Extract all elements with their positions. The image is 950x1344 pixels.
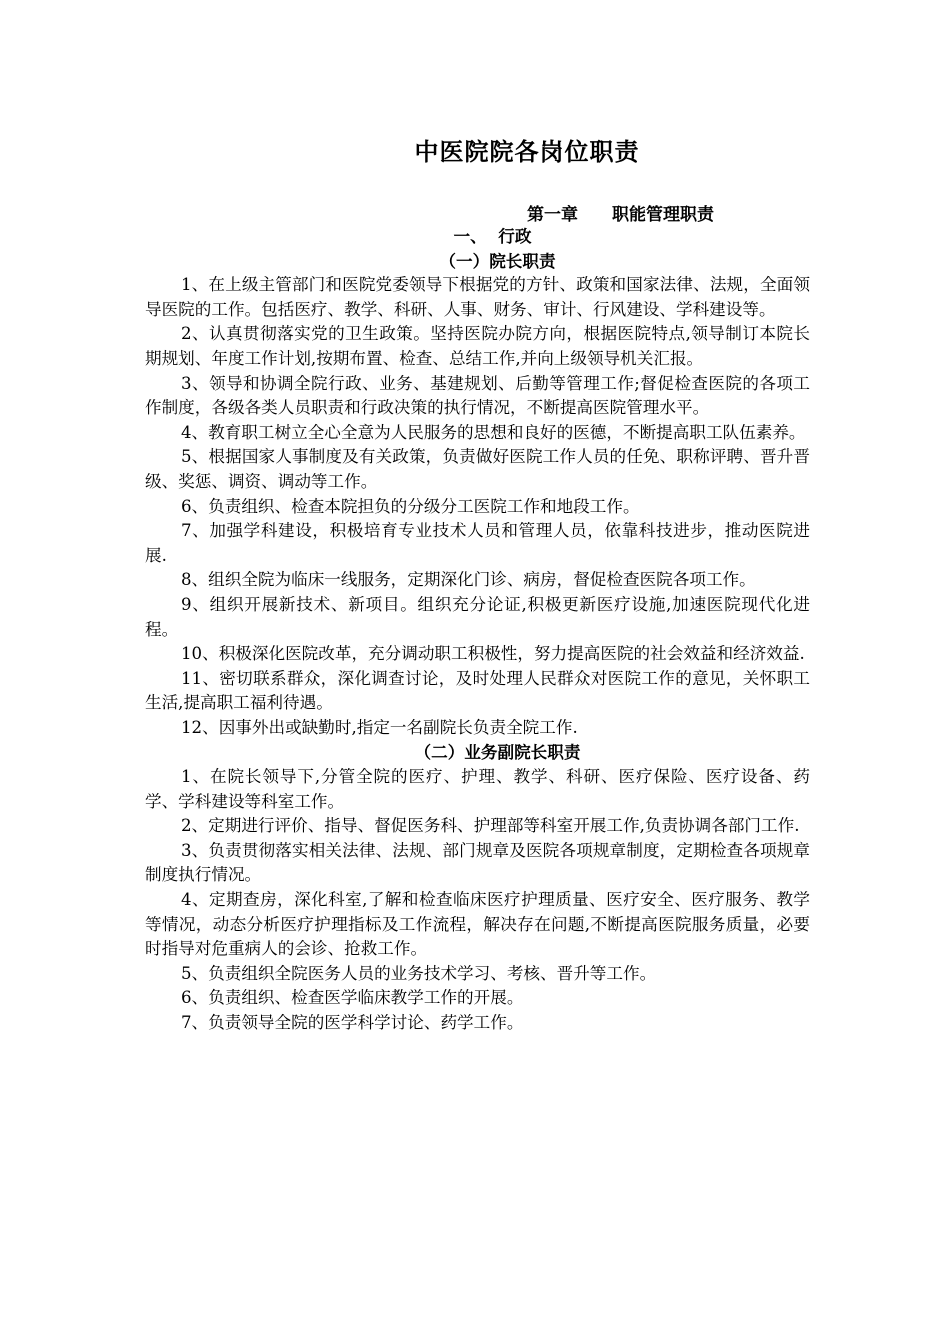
- duty-item: 1、在上级主管部门和医院党委领导下根据党的方针、政策和国家法律、法规，全面领导医院的工作。包括医疗、教学、科研、人事、财务、审计、行风建设、学科建设等。: [145, 275, 810, 319]
- duty-item: 9、组织开展新技术、新项目。组织充分论证,积极更新医疗设施,加速医院现代化进程。: [145, 594, 810, 639]
- document-body: [145, 224, 810, 1036]
- duty-item: 5、根据国家人事制度及有关政策，负责做好医院工作人员的任免、职称评聘、晋升晋级、奖惩、调资、调动等工作。: [145, 447, 810, 491]
- duty-item: 10、积极深化医院改革，充分调动职工积极性，努力提高医院的社会效益和经济效益.: [181, 644, 805, 664]
- duty-item: 2、认真贯彻落实党的卫生政策。坚持医院办院方向，根据医院特点,领导制订本院长期规划、年度工作计划,按期布置、检查、总结工作,并向上级领导机关汇报。: [145, 324, 810, 368]
- duty-item: 5、负责组织全院医务人员的业务技术学习、考核、晋升等工作。: [181, 963, 657, 983]
- subsection-heading-president: （一）院长职责: [439, 250, 556, 271]
- chapter-heading: [527, 200, 714, 225]
- chapter-title: 职能管理职责: [612, 205, 714, 225]
- duty-item: 11、密切联系群众，深化调查讨论，及时处理人民群众对医院工作的意见，关怀职工生活,提高职工福利待遇。: [145, 668, 810, 713]
- section-heading: 一、 行政: [453, 226, 532, 246]
- duty-item: 7、负责领导全院的医学科学讨论、药学工作。: [181, 1013, 524, 1032]
- duty-item: 1、在院长领导下,分管全院的医疗、护理、教学、科研、医疗保险、医疗设备、药学、学科建设等科室工作。: [145, 767, 810, 811]
- duty-item: 12、因事外出或缺勤时,指定一名副院长负责全院工作.: [181, 717, 578, 737]
- duty-item: 3、领导和协调全院行政、业务、基建规划、后勤等管理工作;督促检查医院的各项工作制度，各级各类人员职责和行政决策的执行情况，不断提高医院管理水平。: [145, 373, 810, 418]
- duty-item: 3、负责贯彻落实相关法律、法规、部门规章及医院各项规章制度，定期检查各项规章制度执行情况。: [145, 840, 810, 885]
- duty-item: 6、负责组织、检查本院担负的分级分工医院工作和地段工作。: [181, 496, 640, 516]
- duty-item: 6、负责组织、检查医学临床教学工作的开展。: [181, 988, 524, 1008]
- document-title: 中医院院各岗位职责: [414, 137, 640, 166]
- duty-item: 4、定期查房，深化科室,了解和检查临床医疗护理质量、医疗安全、医疗服务、教学等情况，动态分析医疗护理指标及工作流程，解决存在问题,不断提高医院服务质量，必要时指导对危重病人的会诊、抢救工作。: [145, 890, 810, 959]
- duty-item: 8、组织全院为临床一线服务，定期深化门诊、病房，督促检查医院各项工作。: [181, 570, 756, 590]
- subsection-vice-president-duties: [145, 765, 810, 1036]
- duty-item: 4、教育职工树立全心全意为人民服务的思想和良好的医德，不断提高职工队伍素养。: [181, 422, 806, 442]
- subsection-president-duties: [145, 273, 810, 740]
- duty-item: 2、定期进行评价、指导、督促医务科、护理部等科室开展工作,负责协调各部门工作.: [181, 816, 800, 836]
- subsection-heading-vice-president: （二）业务副院长职责: [414, 742, 581, 763]
- chapter-number: 第一章: [527, 205, 578, 225]
- duty-item: 7、加强学科建设，积极培育专业技术人员和管理人员，依靠科技进步，推动医院进展.: [145, 521, 810, 565]
